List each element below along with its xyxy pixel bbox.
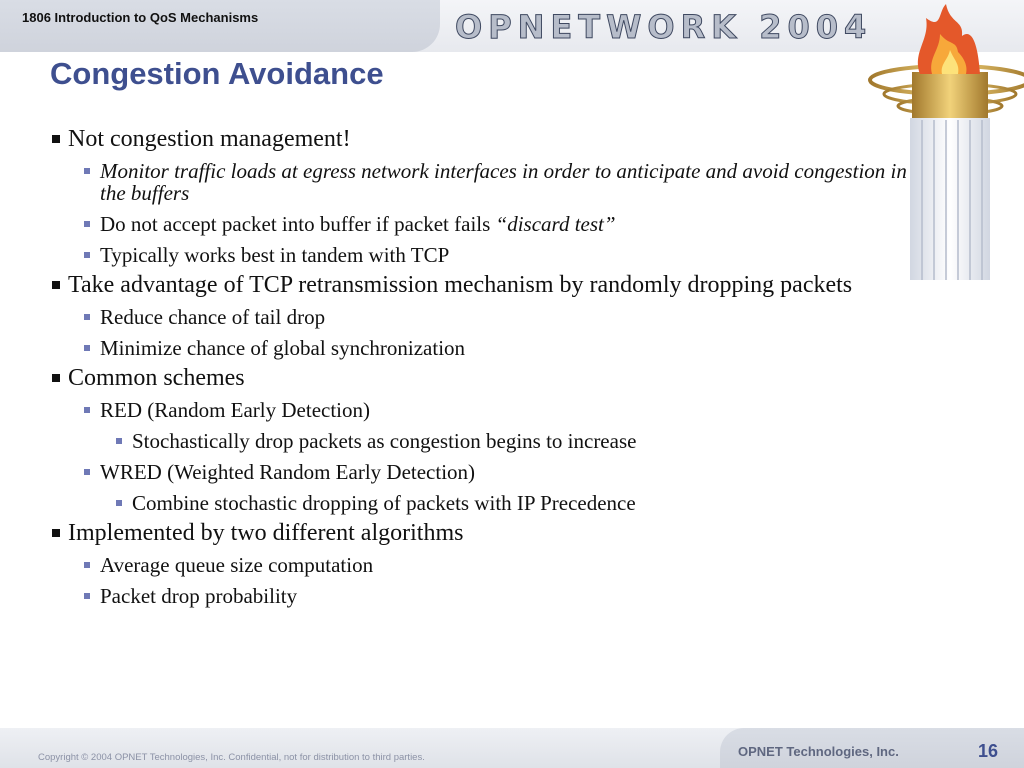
- list-item: [50, 492, 910, 514]
- bullet-text: Monitor traffic loads at egress network interfaces in order to anticipate and avoid congestion in the buffers: [100, 159, 907, 205]
- course-title: 1806 Introduction to QoS Mechanisms: [22, 10, 259, 25]
- bullet-text: Minimize chance of global synchronization: [100, 336, 466, 360]
- bullet-list: [50, 120, 910, 607]
- list-item: [50, 554, 910, 576]
- bullet-text: Reduce chance of tail drop: [100, 305, 326, 329]
- bullet-text: RED (Random Early Detection): [100, 398, 371, 422]
- square-bullet-icon: [52, 135, 60, 143]
- square-bullet-icon: [116, 500, 122, 506]
- bullet-text: Combine stochastic dropping of packets with IP Precedence: [132, 491, 636, 515]
- square-bullet-icon: [84, 562, 90, 568]
- square-bullet-icon: [84, 345, 90, 351]
- company-name: OPNET Technologies, Inc.: [738, 744, 899, 759]
- square-bullet-icon: [52, 529, 60, 537]
- list-item: [50, 127, 910, 151]
- bullet-text: Average queue size computation: [100, 553, 374, 577]
- square-bullet-icon: [84, 314, 90, 320]
- page-number: 16: [978, 741, 999, 761]
- list-item: [50, 430, 910, 452]
- square-bullet-icon: [84, 469, 90, 475]
- list-item: [50, 366, 910, 390]
- list-item: [50, 160, 910, 204]
- bullet-text: Packet drop probability: [100, 584, 298, 608]
- list-item: [50, 521, 910, 545]
- bullet-text: Not congestion management!: [68, 126, 351, 152]
- bullet-text: Implemented by two different algorithms: [68, 520, 464, 546]
- list-item: [50, 213, 910, 235]
- square-bullet-icon: [84, 407, 90, 413]
- list-item: [50, 461, 910, 483]
- list-item: [50, 337, 910, 359]
- bullet-text: WRED (Weighted Random Early Detection): [100, 460, 476, 484]
- square-bullet-icon: [116, 438, 122, 444]
- square-bullet-icon: [84, 168, 90, 174]
- copyright-text: Copyright © 2004 OPNET Technologies, Inc. Confidential, not for distribution to third parties.: [38, 752, 425, 763]
- list-item: [50, 399, 910, 421]
- bullet-text: Stochastically drop packets as congestion begins to increase: [132, 429, 637, 453]
- slide-title: Congestion Avoidance: [50, 56, 384, 91]
- header-tab: [0, 0, 440, 52]
- square-bullet-icon: [84, 252, 90, 258]
- list-item: [50, 306, 910, 328]
- bullet-text-emphasis: “discard test”: [495, 212, 616, 236]
- bullet-text: Do not accept packet into buffer if packet fails: [100, 212, 496, 236]
- brand-logo-text: OPNETWORK 2004: [455, 8, 873, 46]
- square-bullet-icon: [52, 281, 60, 289]
- square-bullet-icon: [84, 221, 90, 227]
- square-bullet-icon: [52, 374, 60, 382]
- list-item: [50, 273, 910, 297]
- bullet-text: Take advantage of TCP retransmission mechanism by randomly dropping packets: [68, 272, 853, 298]
- list-item: [50, 244, 910, 266]
- bullet-text: Typically works best in tandem with TCP: [100, 243, 450, 267]
- list-item: [50, 585, 910, 607]
- bullet-text: Common schemes: [68, 365, 245, 391]
- square-bullet-icon: [84, 593, 90, 599]
